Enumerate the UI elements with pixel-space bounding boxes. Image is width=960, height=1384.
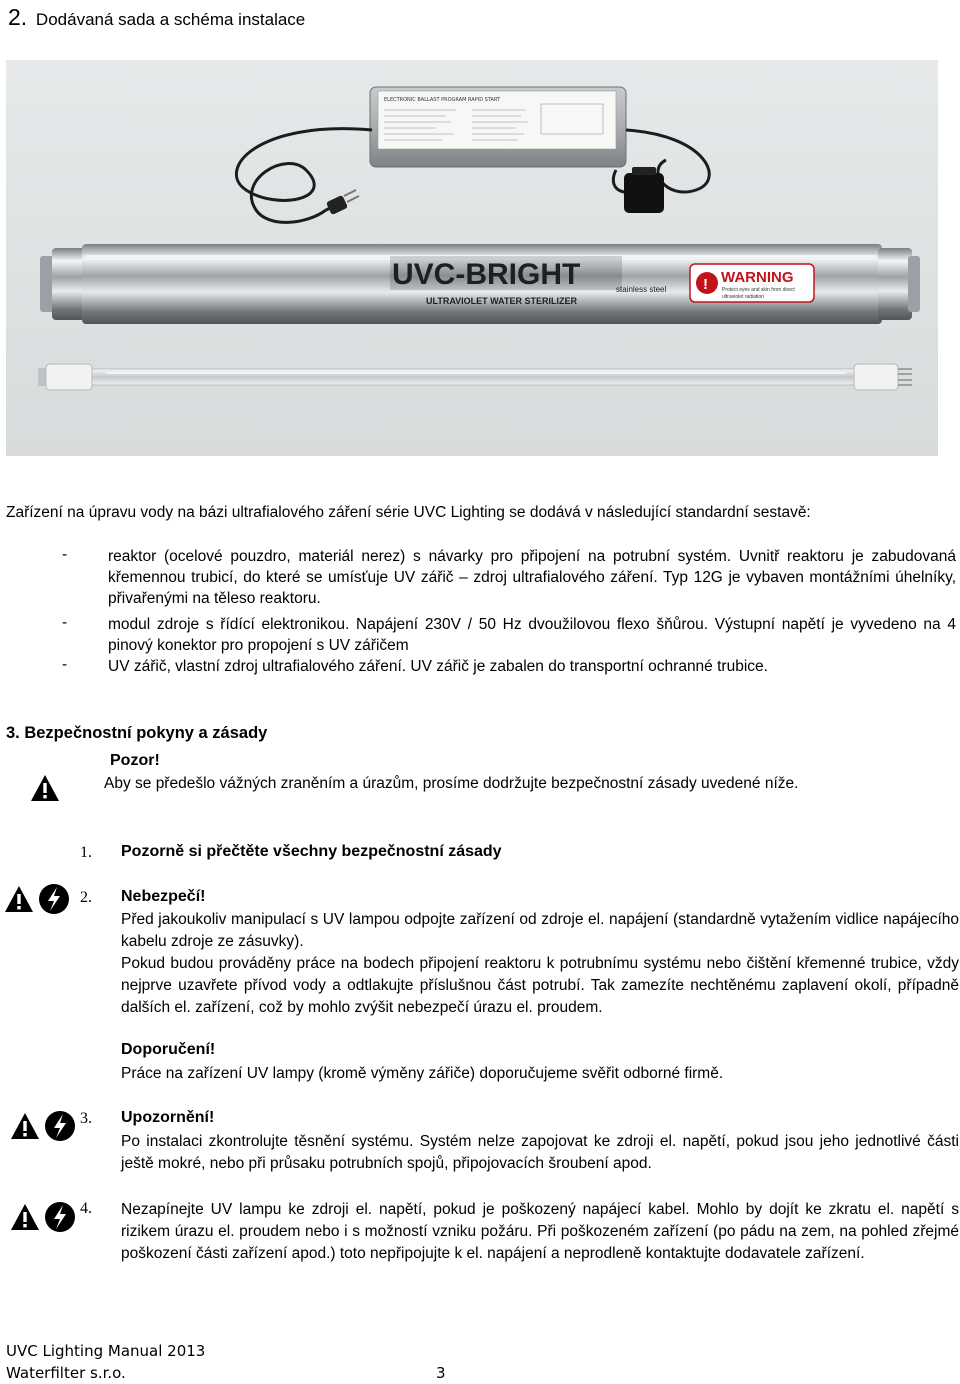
item-text: Práce na zařízení UV lampy (kromě výměny zářiče) doporučujeme svěřit odborné firmě. <box>121 1065 724 1082</box>
intro-paragraph: Zařízení na úpravu vody na bázi ultrafialového záření série UVC Lighting se dodává v následující standardní sestavě: <box>6 504 811 521</box>
item-number: 4. <box>80 1200 92 1217</box>
electric-hazard-icon <box>44 1110 76 1147</box>
item-text: Po instalaci zkontrolujte těsnění systému. Systém nelze zapojovat ke zdroji el. napětí, pokud jsou jeho jednotlivé části ještě mokré, nebo při průsaku potrubních spojů, připojovacích šroubení apod. <box>121 1133 959 1172</box>
section-number: 2. <box>8 4 28 30</box>
bullet-dash: - <box>62 546 68 563</box>
item-text: Pokud budou prováděny práce na bodech připojení reaktoru k potrubnímu systému nebo čištění křemenné trubice, vždy nejprve uzavřete přívod vody a odtlakujte příslušnou část potrubí. Tak zamezíte nechtěnému zaplavení okolí, případně dalších el. zařízení, což by mohlo zvýšit nebezpečí úrazu el. proudem. <box>121 955 959 1016</box>
reactor-brand: UVC-BRIGHT <box>392 258 581 291</box>
product-photo <box>6 60 938 456</box>
reactor-material: stainless steel <box>616 285 667 294</box>
section-3-title: 3. Bezpečnostní pokyny a zásady <box>6 724 268 742</box>
caution-label: Pozor! <box>110 752 160 769</box>
svg-text:!: ! <box>703 276 708 293</box>
footer-company: Waterfilter s.r.o. <box>6 1364 126 1382</box>
item-heading: Pozorně si přečtěte všechny bezpečnostní zásady <box>121 843 502 860</box>
item-number: 2. <box>80 889 92 906</box>
bullet-dash: - <box>62 656 68 673</box>
electric-hazard-icon <box>44 1201 76 1238</box>
reactor-subtitle: ULTRAVIOLET WATER STERILIZER <box>426 296 577 306</box>
list-item: UV zářič, vlastní zdroj ultrafialového záření. UV zářič je zabalen do transportní ochranné trubice. <box>108 658 768 675</box>
section-title: Dodávaná sada a schéma instalace <box>35 10 306 29</box>
item-heading: Upozornění! <box>121 1109 215 1126</box>
warning-triangle-icon <box>10 1112 40 1145</box>
item-text: Před jakoukoliv manipulací s UV lampou odpojte zařízení od zdroje el. napájení (standardně vytažením vidlice napájecího kabelu zdroje ze zásuvky). <box>121 911 959 950</box>
warning-label-text-1: Protect eyes and skin from direct <box>722 287 795 293</box>
page-number: 3 <box>436 1364 446 1382</box>
warning-triangle-icon <box>4 885 34 918</box>
bullet-dash: - <box>62 614 68 631</box>
section-heading <box>8 4 305 31</box>
warning-triangle-icon <box>30 774 60 807</box>
caution-text: Aby se předešlo vážných zraněním a úrazům, prosíme dodržujte bezpečnostní zásady uvedené níže. <box>104 775 799 792</box>
warning-label-title: WARNING <box>721 269 794 286</box>
item-number: 1. <box>80 844 92 861</box>
list-item: modul zdroje s řídící elektronikou. Napájení 230V / 50 Hz dvoužilovou flexo šňůrou. Výstupní napětí je vyvedeno na 4 pinový konektor pro propojení s UV zářičem <box>108 616 956 654</box>
footer-manual-name: UVC Lighting Manual 2013 <box>6 1342 206 1360</box>
item-text: Nezapínejte UV lampu ke zdroji el. napětí, pokud je poškozený napájecí kabel. Mohlo by dojít ke zkratu el. napětí s rizikem úrazu el. proudem nebo i s možností vzniku požáru. Při poškozeném zařízení (po pádu na zem, na pohled zřejmé poškození části zařízení apod.) toto nepřipojujte k el. napájení a neprodleně kontaktujte dodavatele zařízení. <box>121 1201 959 1262</box>
electric-hazard-icon <box>38 883 70 920</box>
item-heading: Nebezpečí! <box>121 888 206 905</box>
item-number: 3. <box>80 1110 92 1127</box>
ballast-label: ELECTRONIC BALLAST PROGRAM RAPID START <box>384 97 501 103</box>
list-item: reaktor (ocelové pouzdro, materiál nerez) s návarky pro připojení na potrubní systém. Uvnitř reaktoru je zabudovaná křemennou trubicí, do které se umísťuje UV zářič – zdroj ultrafialového záření. Typ 12G je vybaven montážními úhelníky, přivařenými na těleso reaktoru. <box>108 548 956 607</box>
warning-label-text-2: ultraviolet radiation <box>722 294 764 300</box>
warning-triangle-icon <box>10 1203 40 1236</box>
item-subheading: Doporučení! <box>121 1041 216 1058</box>
